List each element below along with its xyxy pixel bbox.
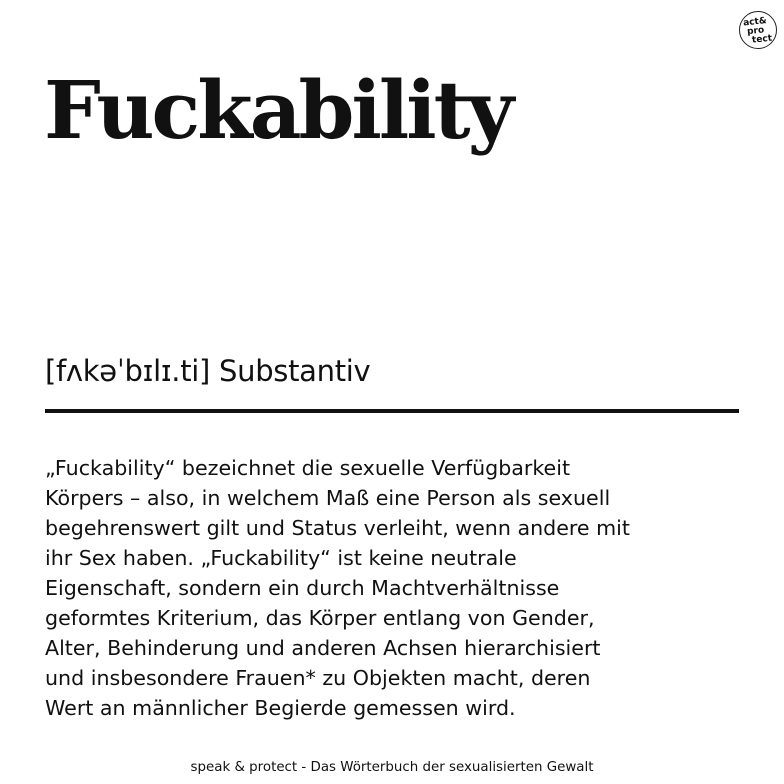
definition-line: „Fuckability“ bezeichnet die sexuelle Verfügbarkeit [45, 456, 571, 480]
act-protect-logo-icon [738, 10, 778, 50]
definition-line: und insbesondere Frauen* zu Objekten macht, deren [45, 666, 591, 690]
definition-line: Eigenschaft, sondern ein durch Machtverhältnisse [45, 576, 560, 600]
act-protect-logo [738, 10, 778, 50]
logo-line-3: tect [751, 33, 773, 46]
definition-line: ihr Sex haben. „Fuckability“ ist keine neutrale [45, 546, 517, 570]
definition-line: begehrenswert gilt und Status verleiht, wenn andere mit [45, 516, 630, 540]
definition-line: Alter, Behinderung und anderen Achsen hierarchisiert [45, 636, 601, 660]
definition-line: geformtes Kriterium, das Körper entlang von Gender, [45, 606, 595, 630]
headword: Fuckability [44, 63, 512, 157]
pronunciation: [fʌkəˈbɪlɪ.ti] [45, 354, 211, 388]
word-class: Substantiv [219, 354, 371, 388]
divider-rule [45, 409, 739, 413]
logo-line-2: pro [746, 25, 765, 38]
definition-line: Körpers – also, in welchem Maß eine Person als sexuell [45, 486, 611, 510]
pronunciation-line [45, 354, 370, 389]
logo-line-1: act& [742, 16, 768, 29]
footer-caption: speak & protect - Das Wörterbuch der sexualisierten Gewalt [190, 760, 594, 775]
definition-text [45, 453, 745, 723]
definition-line: Wert an männlicher Begierde gemessen wird. [45, 696, 516, 720]
